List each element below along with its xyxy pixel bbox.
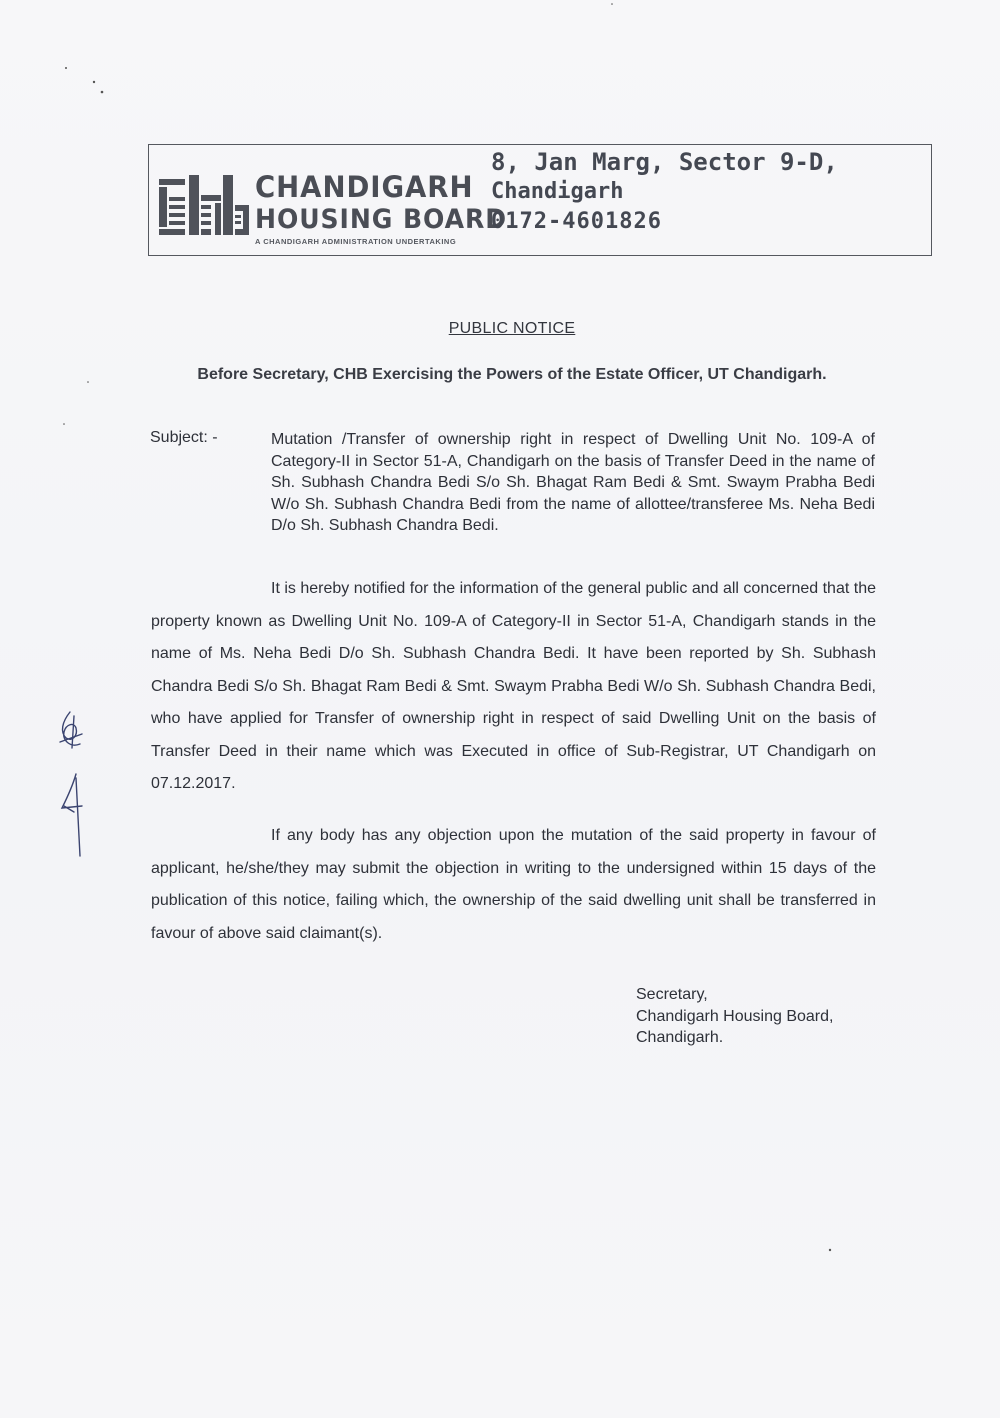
address-city: Chandigarh xyxy=(491,179,624,204)
notice-title: PUBLIC NOTICE xyxy=(448,320,576,337)
signature-city: Chandigarh. xyxy=(636,1029,724,1046)
address-phone: 0172-4601826 xyxy=(491,209,662,234)
logo-line-housing-board: HOUSING BOARD xyxy=(255,204,508,235)
subject-label: Subject: - xyxy=(150,429,218,446)
notice-authority: Before Secretary, CHB Exercising the Powers of the Estate Officer, UT Chandigarh. xyxy=(197,366,827,383)
letterhead xyxy=(148,144,932,256)
address-street: 8, Jan Marg, Sector 9-D, xyxy=(491,148,838,176)
signature-title: Secretary, xyxy=(636,986,708,1003)
chb-logo-icon xyxy=(159,175,249,239)
notice-paragraph-2: If any body has any objection upon the mutation of the said property in favour of applicant, he/she/they may submit the objection in writing to the undersigned within 15 days of the publication of this notice, failing which, the ownership of the said dwelling unit shall be transferred in favour of above said claimant(s). xyxy=(151,827,876,942)
logo-tagline: A CHANDIGARH ADMINISTRATION UNDERTAKING xyxy=(255,237,457,246)
subject-text: Mutation /Transfer of ownership right in respect of Dwelling Unit No. 109-A of Category-II in Sector 51-A, Chandigarh on the basis of Transfer Deed in the name of Sh. Subhash Chandra Bedi S/o Sh. Bhagat Ram Bedi & Smt. Swaym Prabha Bedi W/o Sh. Subhash Chandra Bedi from the name of allottee/transferee Ms. Neha Bedi D/o Sh. Subhash Chandra Bedi. xyxy=(271,431,875,534)
logo-wordmark xyxy=(255,170,508,246)
notice-paragraph-1: It is hereby notified for the information of the general public and all concerned that the property known as Dwelling Unit No. 109-A of Category-II in Sector 51-A, Chandigarh stands in the name of Ms. Neha Bedi D/o Sh. Subhash Chandra Bedi. It have been reported by Sh. Subhash Chandra Bedi S/o Sh. Bhagat Ram Bedi & Smt. Swaym Prabha Bedi W/o Sh. Subhash Chandra Bedi, who have applied for Transfer of ownership right in respect of said Dwelling Unit on the basis of Transfer Deed in their name which was Executed in office of Sub-Registrar, UT Chandigarh on 07.12.2017. xyxy=(151,580,876,792)
signature-organization: Chandigarh Housing Board, xyxy=(636,1007,834,1025)
signature-block xyxy=(636,984,833,1049)
logo-line-chandigarh: CHANDIGARH xyxy=(255,170,474,204)
handwritten-initials-icon xyxy=(52,708,92,858)
letterhead-address xyxy=(491,147,838,237)
